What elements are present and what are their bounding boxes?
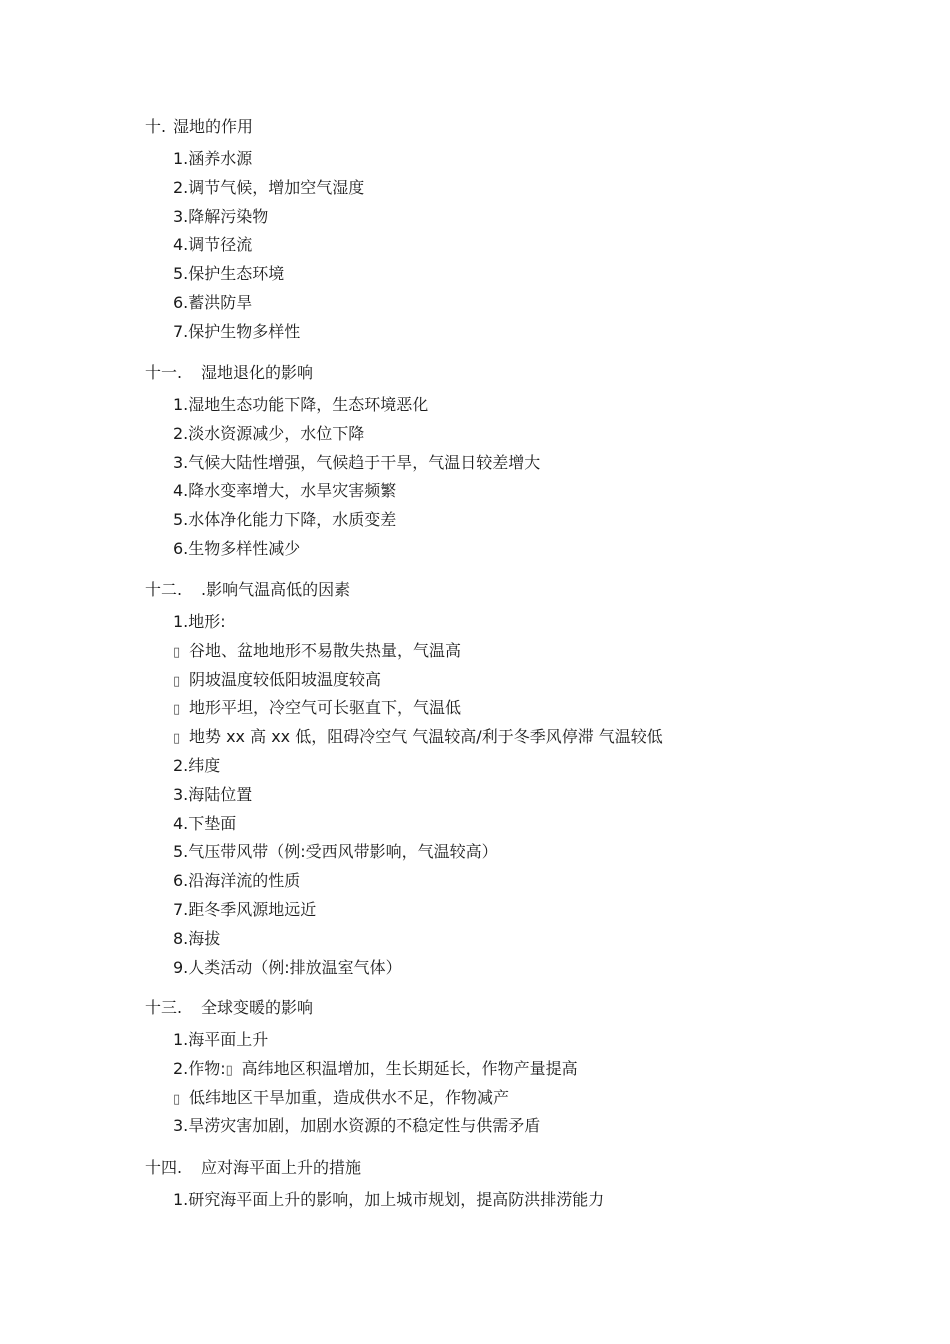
bullet-icon: ▯ [173,1091,181,1107]
section-12 [145,580,905,986]
list-item: 5.气压带风带（例:受西风带影响，气温较高） [173,842,498,862]
section-number: 十. [145,117,167,136]
bullet-icon: ▯ [225,1062,233,1078]
section-13 [145,998,905,1145]
list-item-text: 地形平坦，冷空气可长驱直下，气温低 [189,698,462,718]
bullet-icon: ▯ [173,673,181,689]
list-item: 7.距冬季风源地远近 [173,899,317,919]
list-item: 2.淡水资源减少，水位下降 [173,423,365,443]
section-title: 全球变暖的影响 [201,998,314,1017]
list-item [173,698,905,718]
list-item-text: 高纬地区积温增加，生长期延长，作物产量提高 [241,1058,578,1078]
section-items [145,612,905,978]
list-item-text: 2.作物: [173,1058,226,1078]
list-item: 1.海平面上升 [173,1030,269,1049]
list-item: 4.下垫面 [173,813,237,833]
list-item: 2.调节气候，增加空气湿度 [173,177,365,197]
list-item: 3.海陆位置 [173,784,253,804]
list-item: 1.湿地生态功能下降，生态环境恶化 [173,395,429,414]
list-item: 6.蓄洪防旱 [173,292,253,312]
section-number: 十一. [145,363,183,382]
section-title: 湿地退化的影响 [201,363,314,382]
section-number: 十三. [145,998,183,1017]
bullet-icon: ▯ [173,731,181,747]
section-items [145,149,905,342]
section-title: 应对海平面上升的措施 [201,1158,362,1177]
section-heading [145,998,905,1018]
section-heading [145,1158,905,1178]
section-heading [145,580,905,600]
section-14 [145,1158,905,1219]
section-items [145,1030,905,1136]
list-item: 9.人类活动（例:排放温室气体） [173,957,402,977]
list-item: 1.研究海平面上升的影响，加上城市规划，提高防洪排涝能力 [173,1190,605,1209]
section-10 [145,117,905,351]
list-item: 3.旱涝灾害加剧，加剧水资源的不稳定性与供需矛盾 [173,1116,541,1136]
section-11 [145,363,905,568]
list-item [173,670,905,690]
list-item: 2.纬度 [173,755,221,775]
list-item [173,641,905,661]
list-item: 6.生物多样性减少 [173,538,301,558]
list-item: 1.地形: [173,612,226,631]
bullet-icon: ▯ [173,644,181,660]
list-item: 6.沿海洋流的性质 [173,871,301,891]
section-items [145,1190,905,1210]
list-item-text: 地势 xx 高 xx 低，阻碍冷空气 气温较高/利于冬季风停滞 气温较低 [189,727,663,747]
list-item [173,1088,905,1108]
section-items [145,395,905,559]
list-item: 8.海拔 [173,928,221,948]
list-item: 4.调节径流 [173,235,253,255]
list-item-text: 低纬地区干旱加重，造成供水不足，作物减产 [189,1087,510,1107]
section-number: 十二. [145,580,183,599]
list-item-text: 谷地、盆地地形不易散失热量，气温高 [189,640,462,660]
list-item [173,1059,905,1079]
section-heading [145,363,905,383]
list-item: 5.水体净化能力下降，水质变差 [173,510,397,530]
list-item [173,727,905,747]
section-number: 十四. [145,1158,183,1177]
section-title: .影响气温高低的因素 [201,580,351,599]
list-item: 1.涵养水源 [173,149,253,168]
list-item: 5.保护生态环境 [173,264,285,284]
section-heading [145,117,905,137]
list-item: 7.保护生物多样性 [173,321,301,341]
section-title: 湿地的作用 [173,117,254,136]
list-item: 3.降解污染物 [173,206,269,226]
list-item-text: 阴坡温度较低阳坡温度较高 [189,669,382,689]
list-item: 4.降水变率增大，水旱灾害频繁 [173,481,397,501]
bullet-icon: ▯ [173,702,181,718]
list-item: 3.气候大陆性增强，气候趋于干旱，气温日较差增大 [173,452,541,472]
